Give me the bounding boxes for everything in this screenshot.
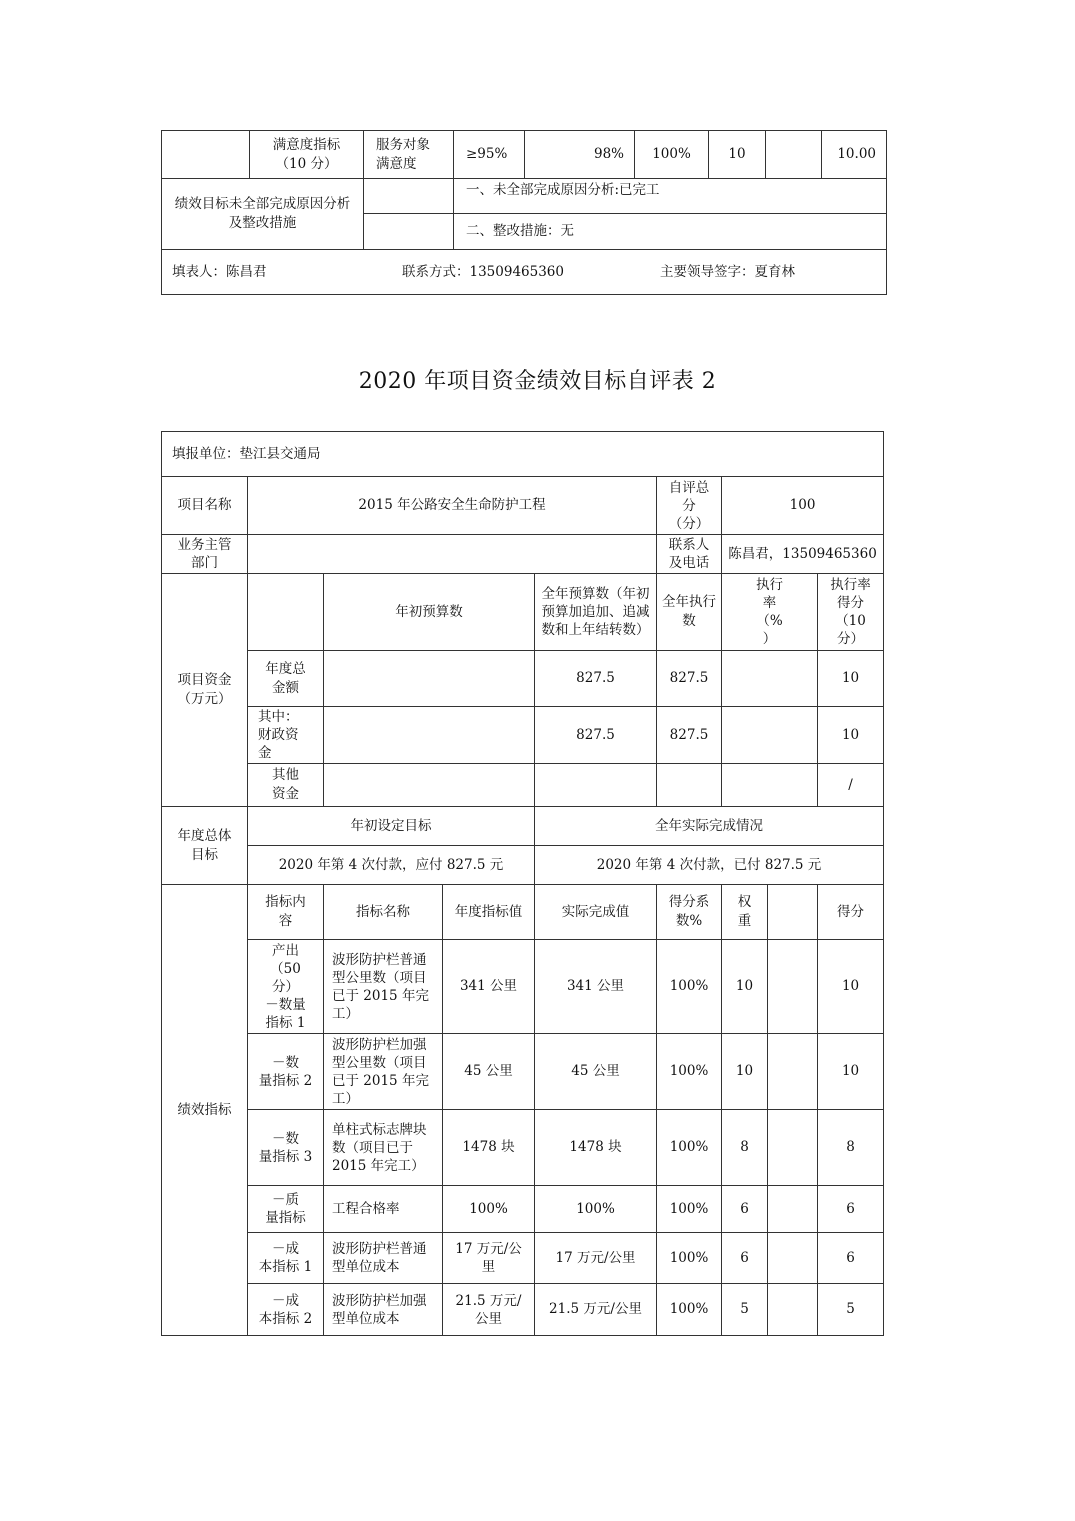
perf-row-name: 波形防护栏普通型公里数（项目已于 2015 年完工） bbox=[324, 940, 443, 1034]
perf-header-blank bbox=[768, 885, 818, 940]
indicator-name: 服务对象 满意度 bbox=[364, 131, 454, 179]
table-row bbox=[162, 250, 887, 295]
funds-row-score: 10 bbox=[818, 651, 884, 707]
indicator-target: ≥95% bbox=[454, 131, 525, 179]
perf-row-actual: 1478 块 bbox=[535, 1110, 657, 1186]
perf-row-target: 21.5 万元/ 公里 bbox=[443, 1284, 535, 1336]
funds-row-executed: 827.5 bbox=[657, 707, 722, 764]
funds-row-initial bbox=[324, 651, 535, 707]
self-evaluation-table bbox=[161, 431, 884, 1336]
perf-row-score: 6 bbox=[818, 1233, 884, 1284]
perf-row-content: －数 量指标 3 bbox=[248, 1110, 324, 1186]
blank-cell bbox=[248, 574, 324, 651]
self-score-label: 自评总 分 （分） bbox=[657, 477, 722, 535]
goal-header-set: 年初设定目标 bbox=[248, 807, 535, 846]
table-row bbox=[162, 1186, 884, 1233]
perf-row-name: 工程合格率 bbox=[324, 1186, 443, 1233]
funds-row-initial bbox=[324, 707, 535, 764]
leader-signature: 主要领导签字：夏育林 bbox=[660, 263, 795, 280]
perf-row-coef: 100% bbox=[657, 940, 722, 1034]
page-title: 2020 年项目资金绩效目标自评表 2 bbox=[358, 369, 717, 394]
indicator-weight: 10 bbox=[709, 131, 766, 179]
indicator-content: 满意度指标 （10 分） bbox=[250, 131, 364, 179]
funds-row-rate bbox=[722, 651, 818, 707]
perf-row-actual: 45 公里 bbox=[535, 1034, 657, 1110]
goal-actual-value: 2020 年第 4 次付款，已付 827.5 元 bbox=[535, 846, 884, 885]
contact-info: 联系方式：13509465360 bbox=[402, 263, 564, 280]
reason-label: 绩效目标未全部完成原因分析及整改措施 bbox=[162, 179, 364, 250]
table-row bbox=[162, 807, 884, 846]
perf-header-weight: 权 重 bbox=[722, 885, 768, 940]
self-score-value: 100 bbox=[722, 477, 884, 535]
rectification-measures: 二、整改措施：无 bbox=[454, 214, 887, 250]
perf-row-coef: 100% bbox=[657, 1284, 722, 1336]
goal-set-value: 2020 年第 4 次付款，应付 827.5 元 bbox=[248, 846, 535, 885]
funds-row-score: 10 bbox=[818, 707, 884, 764]
perf-row-actual: 341 公里 bbox=[535, 940, 657, 1034]
perf-row-content: －成 本指标 1 bbox=[248, 1233, 324, 1284]
table-continuation bbox=[161, 130, 887, 295]
funds-row-full-year: 827.5 bbox=[535, 651, 657, 707]
perf-row-weight: 10 bbox=[722, 940, 768, 1034]
perf-row-actual: 100% bbox=[535, 1186, 657, 1233]
table-row bbox=[162, 1233, 884, 1284]
goal-label: 年度总体 目标 bbox=[162, 807, 248, 885]
funds-row-rate bbox=[722, 707, 818, 764]
perf-row-weight: 8 bbox=[722, 1110, 768, 1186]
contact-value: 陈昌君，13509465360 bbox=[722, 535, 884, 574]
perf-row-target: 1478 块 bbox=[443, 1110, 535, 1186]
perf-row-coef: 100% bbox=[657, 1034, 722, 1110]
perf-row-blank bbox=[768, 1110, 818, 1186]
perf-row-blank bbox=[768, 1186, 818, 1233]
perf-row-weight: 10 bbox=[722, 1034, 768, 1110]
perf-row-target: 100% bbox=[443, 1186, 535, 1233]
table-row bbox=[162, 477, 884, 535]
perf-row-coef: 100% bbox=[657, 1233, 722, 1284]
blank-cell bbox=[364, 179, 454, 214]
indicator-actual: 98% bbox=[525, 131, 635, 179]
table-row bbox=[162, 179, 887, 214]
perf-header-content: 指标内 容 bbox=[248, 885, 324, 940]
table-row bbox=[162, 764, 884, 807]
reason-analysis: 一、未全部完成原因分析:已完工 bbox=[454, 179, 887, 214]
blank-cell bbox=[162, 131, 250, 179]
dept-label: 业务主管 部门 bbox=[162, 535, 248, 574]
perf-row-actual: 21.5 万元/公里 bbox=[535, 1284, 657, 1336]
table-row bbox=[162, 574, 884, 651]
perf-row-name: 波形防护栏加强型单位成本 bbox=[324, 1284, 443, 1336]
perf-row-target: 341 公里 bbox=[443, 940, 535, 1034]
indicator-coef: 100% bbox=[635, 131, 709, 179]
perf-row-score: 8 bbox=[818, 1110, 884, 1186]
perf-row-content: 产出 （50 分） －数量 指标 1 bbox=[248, 940, 324, 1034]
contact-label: 联系人 及电话 bbox=[657, 535, 722, 574]
perf-label: 绩效指标 bbox=[162, 885, 248, 1336]
perf-header-target: 年度指标值 bbox=[443, 885, 535, 940]
perf-row-content: －数 量指标 2 bbox=[248, 1034, 324, 1110]
funds-row-label: 其中： 财政资 金 bbox=[248, 707, 324, 764]
table-row bbox=[162, 651, 884, 707]
funds-header-rate: 执行 率 （% ） bbox=[722, 574, 818, 651]
footer-cell bbox=[162, 250, 887, 295]
funds-header-executed: 全年执行数 bbox=[657, 574, 722, 651]
perf-row-content: －质 量指标 bbox=[248, 1186, 324, 1233]
table-row bbox=[162, 1110, 884, 1186]
perf-header-coef: 得分系 数% bbox=[657, 885, 722, 940]
perf-row-name: 波形防护栏普通型单位成本 bbox=[324, 1233, 443, 1284]
perf-row-actual: 17 万元/公里 bbox=[535, 1233, 657, 1284]
funds-header-full-year: 全年预算数（年初预算加追加、追减数和上年结转数） bbox=[535, 574, 657, 651]
funds-row-full-year: 827.5 bbox=[535, 707, 657, 764]
table-row bbox=[162, 535, 884, 574]
perf-header-name: 指标名称 bbox=[324, 885, 443, 940]
blank-cell bbox=[364, 214, 454, 250]
perf-header-score: 得分 bbox=[818, 885, 884, 940]
perf-row-target: 17 万元/公 里 bbox=[443, 1233, 535, 1284]
funds-row-executed: 827.5 bbox=[657, 651, 722, 707]
perf-row-name: 单柱式标志牌块数（项目已于 2015 年完工） bbox=[324, 1110, 443, 1186]
table-row bbox=[162, 707, 884, 764]
table-row bbox=[162, 940, 884, 1034]
perf-row-score: 10 bbox=[818, 1034, 884, 1110]
perf-row-target: 45 公里 bbox=[443, 1034, 535, 1110]
funds-row-score: / bbox=[818, 764, 884, 807]
perf-row-blank bbox=[768, 1034, 818, 1110]
table-row bbox=[162, 846, 884, 885]
perf-row-score: 10 bbox=[818, 940, 884, 1034]
perf-row-coef: 100% bbox=[657, 1110, 722, 1186]
funds-row-executed bbox=[657, 764, 722, 807]
table-row bbox=[162, 131, 887, 179]
filler-name: 填表人：陈昌君 bbox=[172, 263, 267, 280]
perf-row-coef: 100% bbox=[657, 1186, 722, 1233]
dept-value bbox=[248, 535, 657, 574]
table-row bbox=[162, 885, 884, 940]
perf-row-weight: 6 bbox=[722, 1233, 768, 1284]
funds-row-initial bbox=[324, 764, 535, 807]
perf-row-blank bbox=[768, 1284, 818, 1336]
perf-header-actual: 实际完成值 bbox=[535, 885, 657, 940]
funds-row-label: 年度总 金额 bbox=[248, 651, 324, 707]
perf-row-content: －成 本指标 2 bbox=[248, 1284, 324, 1336]
table-row bbox=[162, 432, 884, 477]
goal-header-actual: 全年实际完成情况 bbox=[535, 807, 884, 846]
funds-row-label: 其他 资金 bbox=[248, 764, 324, 807]
table-row bbox=[162, 1034, 884, 1110]
indicator-score: 10.00 bbox=[822, 131, 887, 179]
table-row bbox=[162, 1284, 884, 1336]
funds-row-full-year bbox=[535, 764, 657, 807]
funds-header-initial: 年初预算数 bbox=[324, 574, 535, 651]
perf-row-blank bbox=[768, 1233, 818, 1284]
funds-header-rate-score: 执行率 得分 （10 分） bbox=[818, 574, 884, 651]
funds-label: 项目资金 （万元） bbox=[162, 574, 248, 807]
perf-row-blank bbox=[768, 940, 818, 1034]
perf-row-weight: 6 bbox=[722, 1186, 768, 1233]
perf-row-name: 波形防护栏加强型公里数（项目已于 2015 年完工） bbox=[324, 1034, 443, 1110]
funds-row-rate bbox=[722, 764, 818, 807]
indicator-blank bbox=[766, 131, 822, 179]
perf-row-weight: 5 bbox=[722, 1284, 768, 1336]
reporting-unit: 填报单位：垫江县交通局 bbox=[162, 432, 884, 477]
project-name: 2015 年公路安全生命防护工程 bbox=[248, 477, 657, 535]
project-label: 项目名称 bbox=[162, 477, 248, 535]
perf-row-score: 6 bbox=[818, 1186, 884, 1233]
perf-row-score: 5 bbox=[818, 1284, 884, 1336]
